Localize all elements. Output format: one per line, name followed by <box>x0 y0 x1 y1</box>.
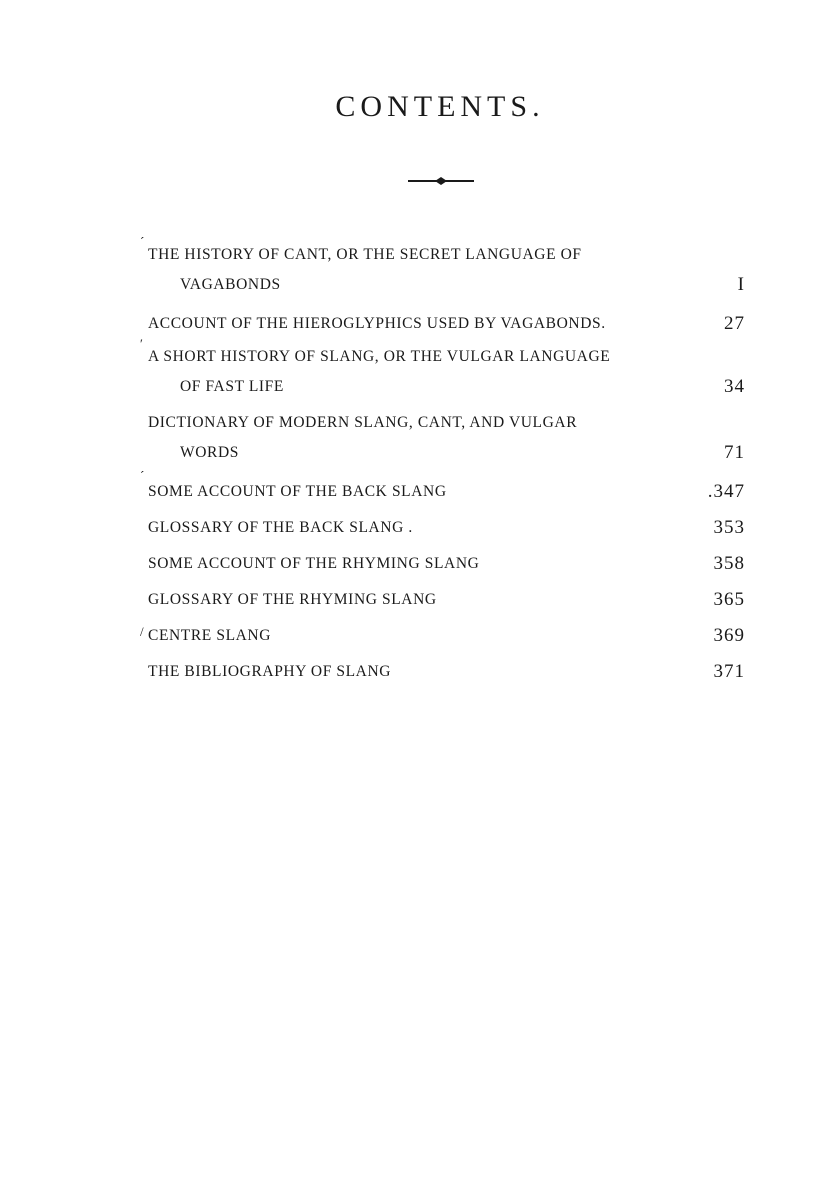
entry-title-line: THE HISTORY OF CANT, OR THE SECRET LANGUAGE OF <box>148 246 582 263</box>
entry-title-line: OF FAST LIFE <box>180 378 284 395</box>
entry-title-line: SOME ACCOUNT OF THE RHYMING SLANG <box>148 555 480 572</box>
toc-entry[interactable] <box>140 582 745 618</box>
toc-entry[interactable] <box>140 336 745 402</box>
entry-title-line: SOME ACCOUNT OF THE BACK SLANG <box>148 483 447 500</box>
entry-title-line: GLOSSARY OF THE BACK SLANG . <box>148 519 413 536</box>
toc-entry[interactable] <box>140 654 745 690</box>
ornament-divider <box>406 176 476 186</box>
pencil-mark: / <box>140 624 145 639</box>
toc-entry[interactable] <box>140 306 745 342</box>
toc-entry[interactable] <box>140 510 745 546</box>
page-number: 27 <box>724 313 745 334</box>
page-number: 365 <box>713 589 745 610</box>
table-of-contents <box>140 234 745 690</box>
entry-title-line: ACCOUNT OF THE HIEROGLYPHICS USED BY VAGABONDS. <box>148 315 606 332</box>
page-number: 371 <box>713 661 745 682</box>
entry-title-line: VAGABONDS <box>180 276 281 293</box>
entry-title-line: GLOSSARY OF THE RHYMING SLANG <box>148 591 437 608</box>
entry-title-line: WORDS <box>180 444 239 461</box>
page-title: CONTENTS. <box>335 90 545 123</box>
page-number: I <box>737 274 745 295</box>
page-number: 369 <box>713 625 745 646</box>
toc-entry[interactable] <box>140 546 745 582</box>
toc-entry[interactable] <box>140 408 745 468</box>
pencil-mark: ′ <box>140 336 144 351</box>
entry-title-line: THE BIBLIOGRAPHY OF SLANG <box>148 663 392 680</box>
toc-entry[interactable] <box>140 234 745 300</box>
page-number: 71 <box>724 442 745 463</box>
toc-entry[interactable] <box>140 618 745 654</box>
page-number: .347 <box>707 481 745 502</box>
pencil-mark: ´ <box>140 234 145 249</box>
pencil-mark: ´ <box>140 468 145 483</box>
entry-title-line: DICTIONARY OF MODERN SLANG, CANT, AND VULGAR <box>148 414 578 431</box>
page-number: 34 <box>724 376 745 397</box>
toc-entry[interactable] <box>140 468 745 510</box>
entry-title-line: CENTRE SLANG <box>148 627 272 644</box>
page-number: 353 <box>713 517 745 538</box>
page-number: 358 <box>713 553 745 574</box>
entry-title-line: A SHORT HISTORY OF SLANG, OR THE VULGAR LANGUAGE <box>148 348 611 365</box>
